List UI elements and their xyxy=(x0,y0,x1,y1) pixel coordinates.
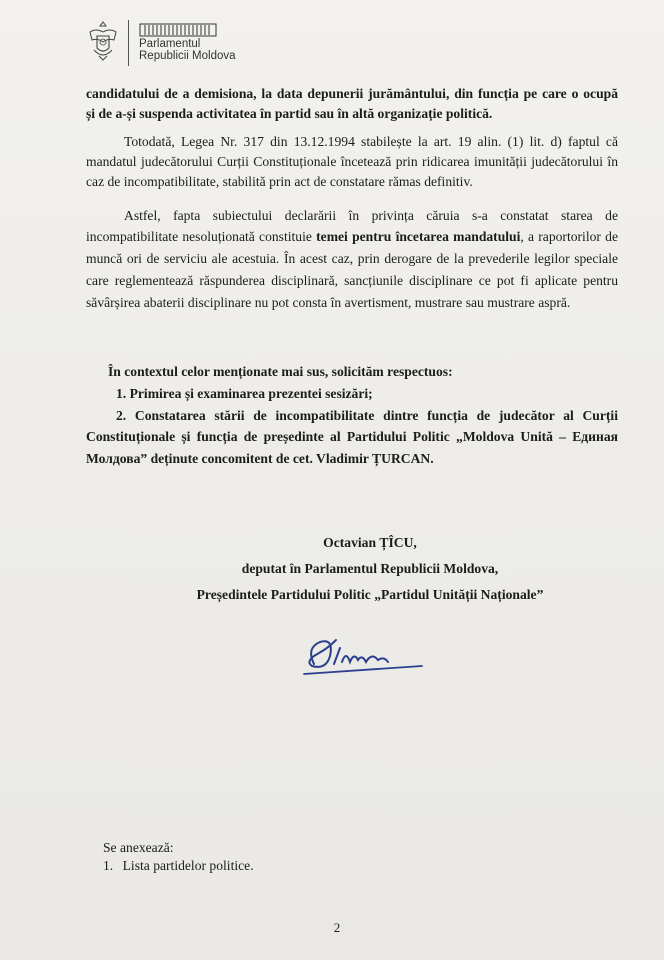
paragraph-3-text-a: incompatibilitate nesoluționată constituie xyxy=(86,229,317,244)
institution-name-line1: Parlamentul xyxy=(139,38,201,50)
annex-item-1 xyxy=(103,856,254,876)
parliament-building-icon xyxy=(139,22,217,38)
request-intro: În contextul celor menționate mai sus, solicităm respectuos: xyxy=(108,364,453,379)
paragraph-3-first-line: Astfel, fapta subiectului declarării în privința căruia s-a constatat starea de xyxy=(124,208,618,223)
paragraph-2-rest: mandatul judecătorului Curții Constituționale încetează prin ridicarea imunității judecătorului în caz de incompatibilitate, stabilită prin act de constatare rămas definitiv. xyxy=(86,154,618,189)
paragraph-3-text-b: , a raportorilor de muncă ori de serviciu ale acestuia. În acest caz, prin derogare de la prevederile legilor speciale care reglementează răspunderea disciplinară, sancțiunile disciplinare ce pot fi aplicate pentru săvârșirea abaterii disciplinare nu pot consta în avertisment, mustrare sau mustrare aspră. xyxy=(86,229,618,310)
signatory-name: Octavian ȚÎCU, xyxy=(323,535,417,550)
institution-name-line2: Republicii Moldova xyxy=(139,50,236,62)
request-item-1: 1. Primirea și examinarea prezentei sesizări; xyxy=(116,386,373,401)
paragraph-1-line-2: și de a-și suspenda activitatea în partid sau în altă organizație politică. xyxy=(86,106,493,121)
signatory-title-1: deputat în Parlamentul Republicii Moldova, xyxy=(241,561,499,576)
paragraph-2-first-line: Totodată, Legea Nr. 317 din 13.12.1994 stabilește la art. 19 alin. (1) lit. d) faptul că xyxy=(124,134,618,149)
paragraph-3-rest xyxy=(86,226,618,314)
moldova-coat-of-arms-icon xyxy=(86,20,120,62)
signatory-block xyxy=(160,530,580,608)
signatory-title-2: Președintele Partidului Politic „Partidul Unității Naționale” xyxy=(196,587,544,602)
paragraph-3-bold-phrase: temei pentru încetarea mandatului xyxy=(316,229,521,244)
handwritten-signature xyxy=(300,626,430,682)
annex-label: Se anexează: xyxy=(103,840,174,855)
letterhead xyxy=(86,20,236,70)
request-item-2-rest: Constituționale și funcția de președinte al Partidului Politic „Moldova Unită – Единая Молдова” deținute concomitent de cet. Vladimir ȚURCAN. xyxy=(86,429,618,466)
paragraph-1-line-1: candidatului de a demisiona, la data depunerii jurământului, din funcția pe care o ocupă xyxy=(86,86,618,101)
annex-item-1-text: Lista partidelor politice. xyxy=(122,858,254,873)
annex-item-1-number: 1. xyxy=(103,858,114,873)
page-number: 2 xyxy=(333,920,341,935)
request-item-2-first-line: 2. Constatarea stării de incompatibilitate dintre funcția de judecător al Curții xyxy=(116,408,618,423)
header-divider xyxy=(128,20,129,66)
